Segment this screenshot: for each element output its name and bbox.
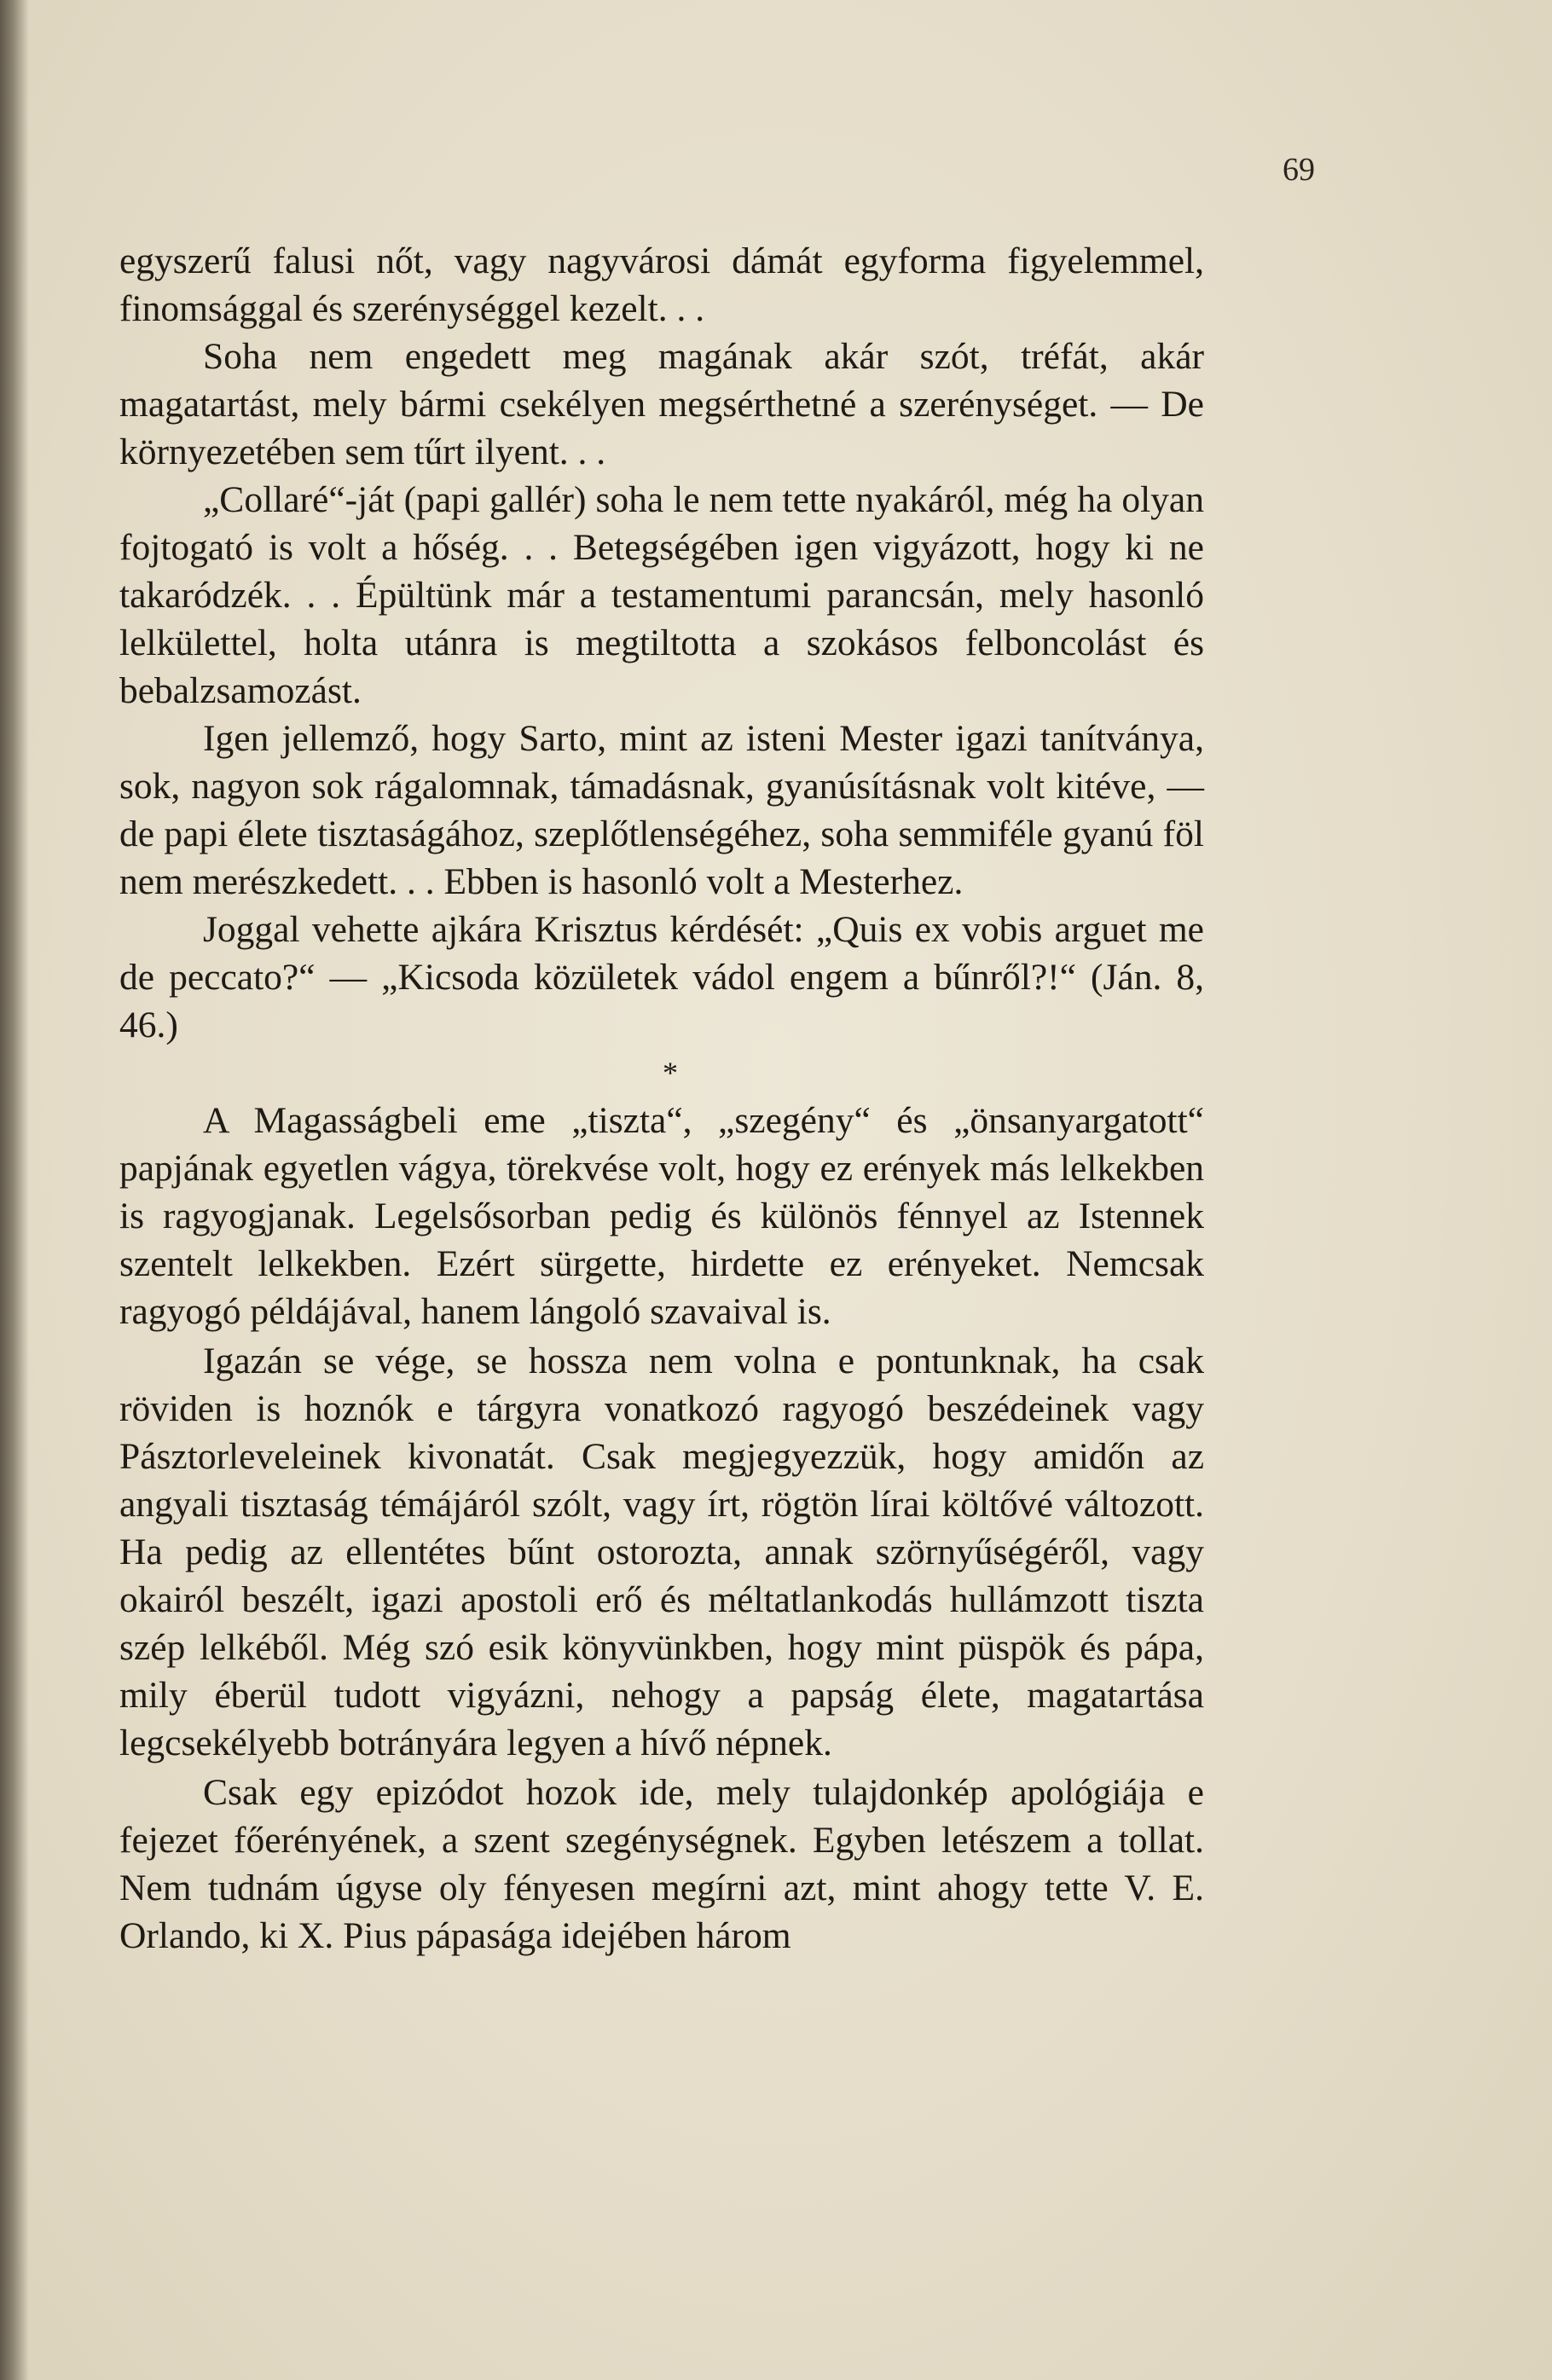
section-separator: * [663, 1056, 678, 1090]
paragraph: Joggal vehette ajkára Krisztus kérdését: „Quis ex vobis arguet me de peccato?“ — „Kicsoda közületek vádol engem a bűnről?!“ (Ján. 8, 46.) [119, 909, 1204, 1045]
paragraph: Csak egy epizódot hozok ide, mely tulajdonkép apológiája e fejezet főerényének, a szent szegénységnek. Egyben letészem a tollat. Nem tudnám úgyse oly fényesen megírni azt, mint ahogy tette V. E. Orlando, ki X. Pius pápasága idejében három [119, 1772, 1204, 1956]
body-text [119, 237, 1204, 1960]
paragraph: Soha nem engedett meg magának akár szót, tréfát, akár magatartást, mely bármi csekélyen megsérthetné a szerénységet. — De környezetében sem tűrt ilyent. . . [119, 336, 1204, 472]
paragraph: Igazán se vége, se hossza nem volna e pontunknak, ha csak röviden is hoznók e tárgyra vonatkozó ragyogó beszédeinek vagy Pásztorleveleinek kivonatát. Csak megjegyezzük, hogy amidőn az angyali tisztaság témájáról szólt, vagy írt, rögtön lírai költővé változott. Ha pedig az ellentétes bűnt ostorozta, annak szörnyűségéről, vagy okairól beszélt, igazi apostoli erő és méltatlankodás hullámzott tiszta szép lelkéből. Még szó esik könyvünkben, hogy mint püspök és pápa, mily éberül tudott vigyázni, nehogy a papság élete, magatartása legcsekélyebb botrányára legyen a hívő népnek. [119, 1341, 1204, 1763]
page-gutter-shadow [0, 0, 29, 2380]
paragraph: Igen jellemző, hogy Sarto, mint az isteni Mester igazi tanítványa, sok, nagyon sok rágalomnak, támadásnak, gyanúsításnak volt kitéve, — de papi élete tisztaságához, szeplőtlenségéhez, soha semmiféle gyanú föl nem merészkedett. . . Ebben is hasonló volt a Mesterhez. [119, 718, 1204, 902]
paragraph: „Collaré“-ját (papi gallér) soha le nem tette nyakáról, még ha olyan fojtogató is volt a hőség. . . Betegségében igen vigyázott, hogy ki ne takaródzék. . . Épültünk már a testamentumi parancsán, mely hasonló lelkülettel, holta utánra is megtiltotta a szokásos felboncolást és bebalzsamozást. [119, 479, 1204, 711]
page-number: 69 [1283, 152, 1315, 188]
paragraph: A Magasságbeli eme „tiszta“, „szegény“ és „önsanyargatott“ papjának egyetlen vágya, törekvése volt, hogy ez erények más lelkekben is ragyogjanak. Legelsősorban pedig és különös fénnyel az Istennek szentelt lelkekben. Ezért sürgette, hirdette ez erényeket. Nemcsak ragyogó példájával, hanem lángoló szavaival is. [119, 1100, 1204, 1332]
paragraph-continuation: egyszerű falusi nőt, vagy nagyvárosi dámát egyforma figyelemmel, finomsággal és szerénységgel kezelt. . . [119, 240, 1204, 329]
